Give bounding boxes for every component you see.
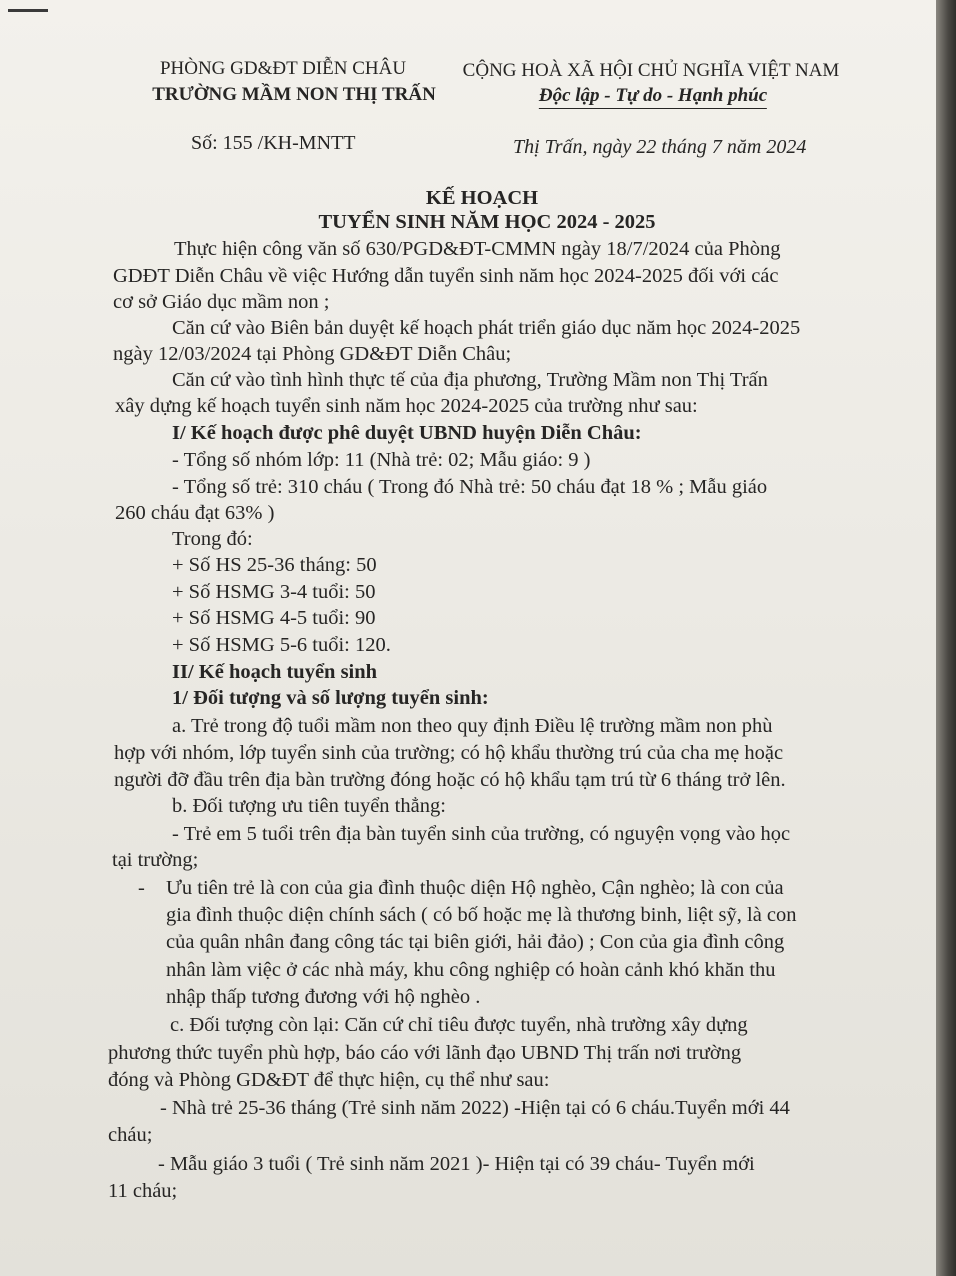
body-line: của quân nhân đang công tác tại biên giới, hải đảo) ; Con của gia đình công bbox=[166, 931, 785, 953]
body-line: GDĐT Diễn Châu về việc Hướng dẫn tuyển sinh năm học 2024-2025 đối với các bbox=[113, 265, 779, 287]
list-item: + Số HSMG 4-5 tuổi: 90 bbox=[172, 607, 376, 629]
body-line: nhân làm việc ở các nhà máy, khu công nghiệp có hoàn cảnh khó khăn thu bbox=[166, 959, 776, 981]
pen-mark bbox=[8, 9, 48, 12]
body-line: cháu; bbox=[108, 1124, 153, 1146]
body-line: - Tổng số trẻ: 310 cháu ( Trong đó Nhà trẻ: 50 cháu đạt 18 % ; Mẫu giáo bbox=[172, 476, 768, 498]
list-item: + Số HSMG 3-4 tuổi: 50 bbox=[172, 581, 376, 603]
body-line: c. Đối tượng còn lại: Căn cứ chỉ tiêu được tuyển, nhà trường xây dựng bbox=[170, 1014, 748, 1036]
section-heading: I/ Kế hoạch được phê duyệt UBND huyện Diễn Châu: bbox=[172, 422, 642, 444]
body-line: xây dựng kế hoạch tuyển sinh năm học 2024-2025 của trường như sau: bbox=[115, 395, 698, 417]
body-line: Ưu tiên trẻ là con của gia đình thuộc diện Hộ nghèo, Cận nghèo; là con của bbox=[166, 877, 784, 899]
body-line: Căn cứ vào tình hình thực tế của địa phương, Trường Mầm non Thị Trấn bbox=[172, 369, 768, 391]
document-subtitle: TUYỂN SINH NĂM HỌC 2024 - 2025 bbox=[318, 211, 656, 233]
body-line: gia đình thuộc diện chính sách ( có bố hoặc mẹ là thương binh, liệt sỹ, là con bbox=[166, 904, 797, 926]
body-line: b. Đối tượng ưu tiên tuyển thẳng: bbox=[172, 795, 446, 817]
body-line: - Trẻ em 5 tuổi trên địa bàn tuyển sinh của trường, có nguyện vọng vào học bbox=[172, 823, 791, 845]
body-line: Thực hiện công văn số 630/PGD&ĐT-CMMN ngày 18/7/2024 của Phòng bbox=[174, 238, 781, 260]
bullet-dash: - bbox=[138, 877, 145, 899]
body-line: 260 cháu đạt 63% ) bbox=[115, 502, 275, 524]
list-item: + Số HS 25-36 tháng: 50 bbox=[172, 554, 377, 576]
body-line: cơ sở Giáo dục mầm non ; bbox=[113, 291, 330, 313]
body-line: Trong đó: bbox=[172, 528, 253, 550]
country-name: CỘNG HOÀ XÃ HỘI CHỦ NGHĨA VIỆT NAM bbox=[462, 60, 840, 81]
list-item: + Số HSMG 5-6 tuổi: 120. bbox=[172, 634, 391, 656]
body-line: người đỡ đầu trên địa bàn trường đóng hoặc có hộ khẩu tạm trú từ 6 tháng trở lên. bbox=[114, 769, 786, 791]
body-line: ngày 12/03/2024 tại Phòng GD&ĐT Diễn Châu; bbox=[113, 343, 512, 365]
place-and-date: Thị Trấn, ngày 22 tháng 7 năm 2024 bbox=[513, 136, 807, 158]
body-line: - Tổng số nhóm lớp: 11 (Nhà trẻ: 02; Mẫu giáo: 9 ) bbox=[172, 449, 591, 471]
department-name: PHÒNG GD&ĐT DIỄN CHÂU bbox=[159, 58, 407, 79]
document-number: Số: 155 /KH-MNTT bbox=[191, 132, 356, 154]
body-line: 11 cháu; bbox=[108, 1180, 178, 1202]
body-line: - Nhà trẻ 25-36 tháng (Trẻ sinh năm 2022) -Hiện tại có 6 cháu.Tuyển mới 44 bbox=[160, 1097, 790, 1119]
body-line: - Mẫu giáo 3 tuổi ( Trẻ sinh năm 2021 )- Hiện tại có 39 cháu- Tuyển mới bbox=[158, 1153, 755, 1175]
body-line: nhập thấp tương đương với hộ nghèo . bbox=[166, 986, 481, 1008]
body-line: Căn cứ vào Biên bản duyệt kế hoạch phát triển giáo dục năm học 2024-2025 bbox=[172, 317, 801, 339]
body-line: tại trường; bbox=[112, 849, 199, 871]
body-line: a. Trẻ trong độ tuổi mầm non theo quy định Điều lệ trường mầm non phù bbox=[172, 715, 773, 737]
subsection-heading: 1/ Đối tượng và số lượng tuyển sinh: bbox=[172, 687, 489, 709]
body-line: hợp với nhóm, lớp tuyển sinh của trường; có hộ khẩu thường trú của cha mẹ hoặc bbox=[114, 742, 784, 764]
document-title: KẾ HOẠCH bbox=[425, 187, 539, 209]
body-line: phương thức tuyển phù hợp, báo cáo với lãnh đạo UBND Thị trấn nơi trường bbox=[108, 1042, 742, 1064]
national-motto: Độc lập - Tự do - Hạnh phúc bbox=[539, 84, 767, 109]
page-edge-shadow bbox=[936, 0, 956, 1276]
body-line: đóng và Phòng GD&ĐT để thực hiện, cụ thể như sau: bbox=[108, 1069, 550, 1091]
section-heading: II/ Kế hoạch tuyển sinh bbox=[172, 661, 378, 683]
school-name: TRƯỜNG MẦM NON THỊ TRẤN bbox=[152, 84, 436, 105]
